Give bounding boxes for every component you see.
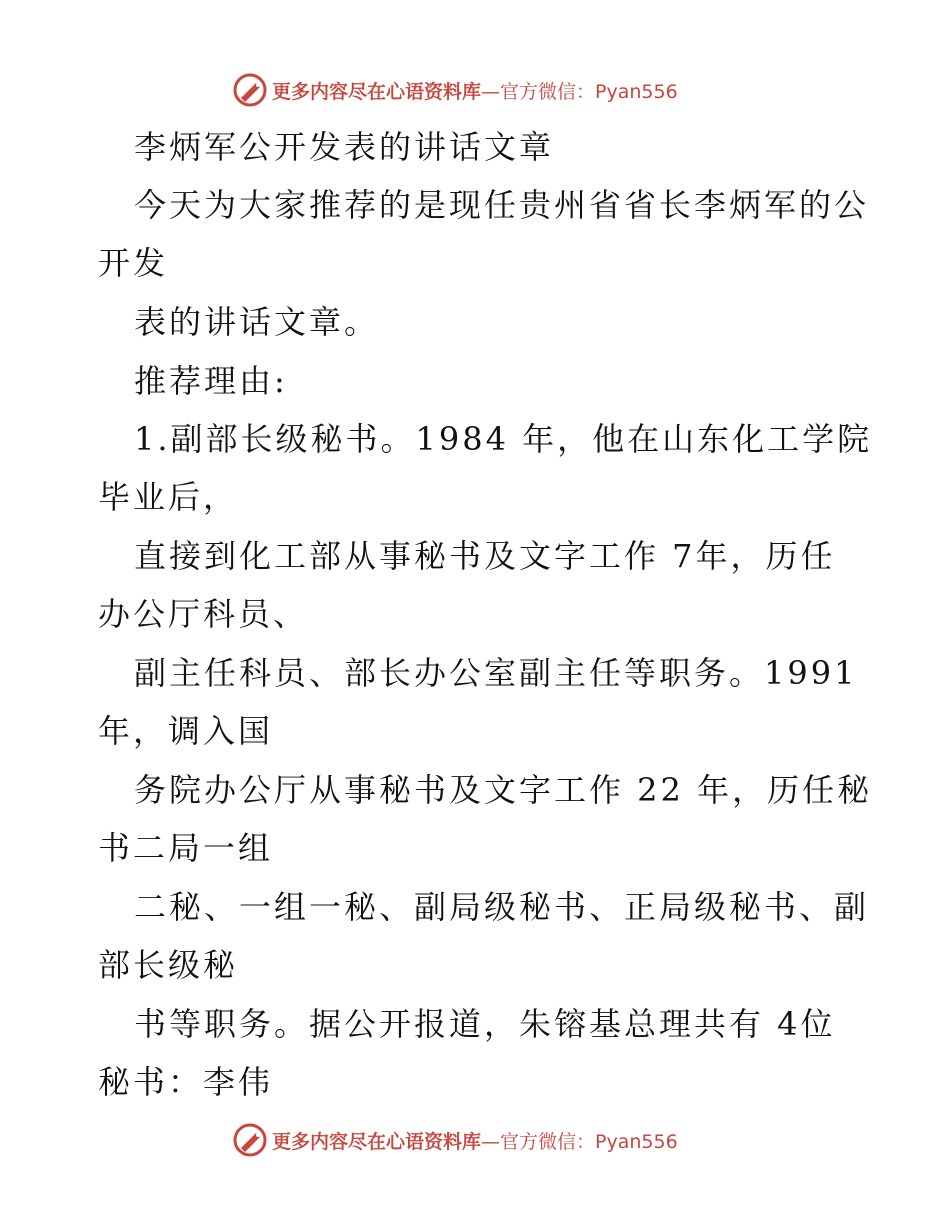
paragraph-line: 副主任科员、部长办公室副主任等职务。1991	[134, 654, 858, 692]
pen-logo-icon	[232, 1122, 268, 1158]
paragraph-line: 开发	[98, 244, 169, 282]
header-banner-dash: —	[481, 80, 501, 103]
paragraph-line: 书等职务。据公开报道，朱镕基总理共有 4位	[134, 1005, 836, 1043]
paragraph-line: 年，调入国	[98, 712, 274, 750]
footer-banner-wechat: 官方微信：Pyan556	[500, 1130, 678, 1153]
paragraph-line: 务院办公厅从事秘书及文字工作 22 年，历任秘	[134, 771, 873, 809]
paragraph-line: 今天为大家推荐的是现任贵州省省长李炳军的公	[134, 186, 870, 224]
footer-banner-dash: —	[481, 1130, 501, 1153]
paragraph-line: 1.副部长级秘书。1984 年，他在山东化工学院	[134, 420, 873, 458]
pen-logo-icon	[232, 72, 268, 108]
paragraph-line: 部长级秘	[98, 946, 239, 984]
header-watermark-banner	[232, 70, 732, 110]
footer-banner-main: 更多内容尽在心语资料库	[272, 1130, 482, 1153]
header-banner-text	[272, 77, 678, 104]
paragraph-line: 表的讲话文章。	[134, 303, 380, 341]
paragraph-line: 二秘、一组一秘、副局级秘书、正局级秘书、副	[134, 888, 870, 926]
paragraph-line: 书二局一组	[98, 829, 274, 867]
header-banner-main: 更多内容尽在心语资料库	[272, 80, 482, 103]
paragraph-line: 推荐理由:	[134, 362, 288, 400]
paragraph-line: 直接到化工部从事秘书及文字工作 7年，历任	[134, 537, 836, 575]
footer-banner-text	[272, 1127, 678, 1154]
paragraph-line: 办公厅科员、	[98, 595, 309, 633]
paragraph-line: 毕业后，	[98, 478, 239, 516]
paragraph-line: 秘书：李伟	[98, 1063, 274, 1101]
header-banner-wechat: 官方微信：Pyan556	[500, 80, 678, 103]
document-title: 李炳军公开发表的讲话文章	[134, 128, 555, 166]
footer-watermark-banner	[232, 1120, 732, 1160]
